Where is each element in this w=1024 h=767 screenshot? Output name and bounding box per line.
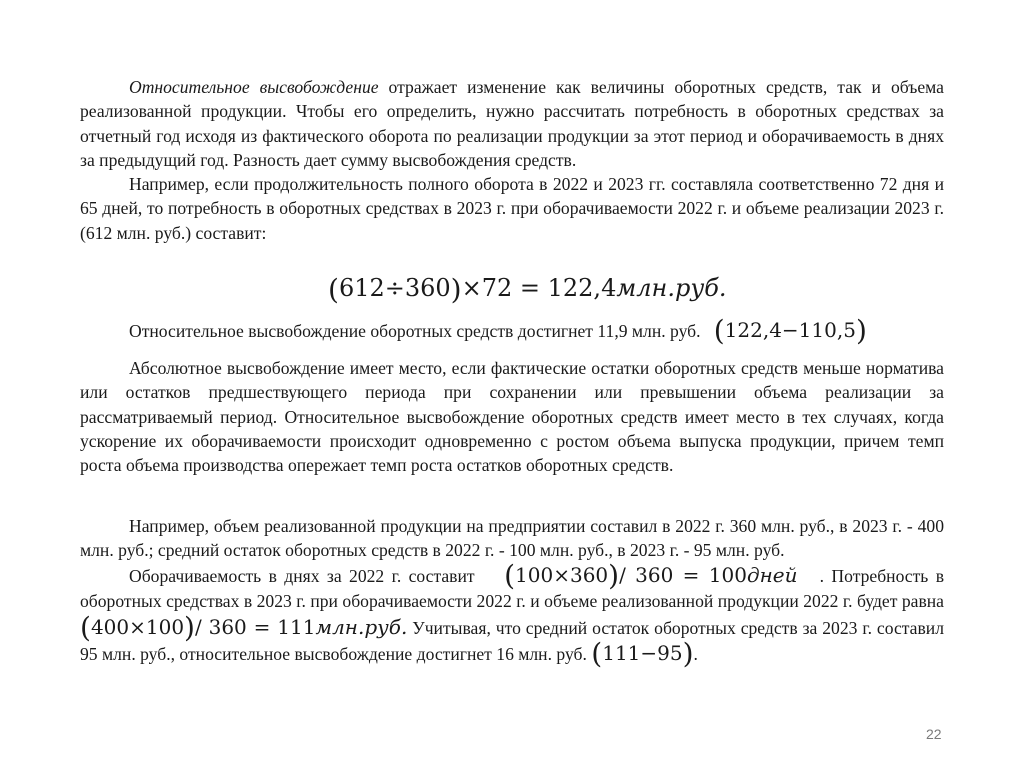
paragraph-text: отражает изменение как величины оборотных средств, так и объема реализованной продукции. Чтобы его определить, нужно рассчитать потребность в оборотных средствах за отчетный год исходя из фактического оборота по реализации продукции за этот период и оборачиваемость в днях за предыдущий год. Разность дает сумму высвобождения средств. (80, 77, 944, 170)
paragraph-text: Оборачиваемость в днях за 2022 г. составит (129, 565, 475, 586)
italic-term: Относительное высвобождение (129, 77, 379, 97)
paragraph-end: . (693, 644, 698, 665)
paragraph-text: . Потребность в оборотных средствах в 2023 г. при оборачиваемости 2022 г. и объеме реализованной продукции 2022 г. будет равна (80, 565, 945, 612)
paragraph-text: Например, объем реализованной продукции на предприятии составил в 2022 г. 360 млн. руб., в 2023 г. - 400 млн. руб.; средний остаток оборотных средств в 2022 г. - 100 млн. руб., в 2023 г. - 95 млн. руб. (80, 516, 944, 561)
paragraph-example-1 (80, 172, 944, 245)
paragraph-turnover (80, 558, 945, 671)
paragraph-text: Относительное высвобождение оборотных средств достигнет 11,9 млн. руб. (129, 321, 701, 341)
formula-requirement-2: (400×100)/ 360 = 111млн.руб. (80, 610, 408, 644)
formula-requirement: (612÷360)×72 = 122,4млн.руб. (328, 273, 727, 306)
formula-unit: млн.руб. (616, 274, 727, 302)
formula-turnover-days: (100×360)/ 360 = 100дней (504, 558, 798, 592)
formula-expr: 111−95 (602, 641, 683, 666)
section-absolute (80, 356, 944, 477)
formula-result: ×72 = 122,4 (461, 274, 617, 302)
formula-expr: 100×360 (515, 562, 609, 587)
formula-expr: 122,4−110,5 (724, 318, 856, 342)
paragraph-relative-result (80, 314, 944, 347)
formula-result: / 360 = 111 (194, 614, 316, 639)
paragraph-absolute-release (80, 356, 944, 477)
paragraph-text: Например, если продолжительность полного оборота в 2022 и 2023 гг. составляла соответственно 72 дня и 65 дней, то потребность в оборотных средствах в 2023 г. при оборачиваемости 2022 г. и объеме реализации 2023 г. (612 млн. руб.) составит: (80, 174, 944, 243)
formula-unit: млн.руб. (315, 614, 408, 639)
section-example-2 (80, 514, 945, 671)
formula-unit: дней (746, 562, 798, 587)
paragraph-relative-release (80, 75, 944, 172)
formula-expr: 400×100 (90, 614, 185, 639)
page-number: 22 (926, 726, 942, 742)
paragraph-text: Учитывая, что средний остаток оборотных средств за 2023 г. составил 95 млн. руб., относительное высвобождение достигнет 16 млн. руб. (80, 617, 944, 665)
paragraph-example-2 (80, 514, 944, 563)
formula-difference: (122,4−110,5) (713, 314, 867, 347)
formula-result: / 360 = 100 (619, 562, 747, 587)
formula-release: (111−95) (591, 637, 694, 671)
paragraph-text: Абсолютное высвобождение имеет место, если фактические остатки оборотных средств меньше норматива или остатков предшествующего периода при сохранении или превышении объема реализации за рассматриваемый период. Относительное высвобождение оборотных средств имеет место в тех случаях, когда ускорение их оборачиваемости происходит одновременно с ростом объема выпуска продукции, причем темп роста объема производства опережает темп роста остатков оборотных средств. (80, 358, 944, 476)
formula-expr: 612÷360 (338, 274, 451, 302)
section-definition (80, 75, 944, 245)
section-result (80, 314, 944, 347)
